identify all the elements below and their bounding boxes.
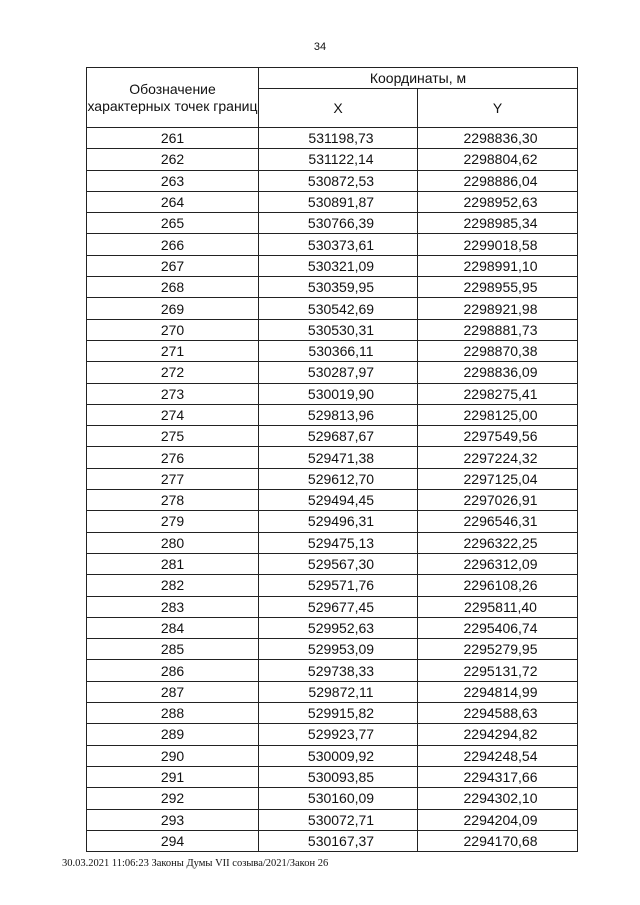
y-coordinate-cell: 2296108,26 — [418, 575, 578, 596]
table-row — [87, 426, 578, 447]
y-coordinate-cell: 2294588,63 — [418, 703, 578, 724]
table-row — [87, 149, 578, 170]
point-id-cell: 271 — [87, 340, 259, 361]
point-id-cell: 286 — [87, 660, 259, 681]
y-coordinate-cell: 2298921,98 — [418, 298, 578, 319]
point-id-cell: 265 — [87, 213, 259, 234]
y-coordinate-cell: 2294248,54 — [418, 745, 578, 766]
point-id-cell: 281 — [87, 553, 259, 574]
y-coordinate-cell: 2298870,38 — [418, 340, 578, 361]
x-coordinate-cell: 529677,45 — [259, 596, 418, 617]
table-row — [87, 532, 578, 553]
point-id-cell: 277 — [87, 468, 259, 489]
x-coordinate-cell: 530160,09 — [259, 788, 418, 809]
point-id-cell: 279 — [87, 511, 259, 532]
table-row — [87, 383, 578, 404]
header-row-top — [87, 68, 578, 89]
point-id-cell: 282 — [87, 575, 259, 596]
coordinates-header: Координаты, м — [259, 68, 578, 89]
table-body — [87, 128, 578, 852]
table-row — [87, 170, 578, 191]
table-row — [87, 234, 578, 255]
y-coordinate-cell: 2298804,62 — [418, 149, 578, 170]
y-coordinate-cell: 2298886,04 — [418, 170, 578, 191]
point-id-cell: 284 — [87, 617, 259, 638]
y-coordinate-cell: 2298836,09 — [418, 362, 578, 383]
point-id-cell: 266 — [87, 234, 259, 255]
y-coordinate-cell: 2296322,25 — [418, 532, 578, 553]
y-axis-header: Y — [418, 89, 578, 128]
y-coordinate-cell: 2294814,99 — [418, 681, 578, 702]
point-id-cell: 292 — [87, 788, 259, 809]
table-row — [87, 681, 578, 702]
table-row — [87, 788, 578, 809]
point-id-cell: 280 — [87, 532, 259, 553]
x-coordinate-cell: 530093,85 — [259, 766, 418, 787]
x-coordinate-cell: 529687,67 — [259, 426, 418, 447]
x-coordinate-cell: 529952,63 — [259, 617, 418, 638]
table-row — [87, 319, 578, 340]
table-row — [87, 660, 578, 681]
y-coordinate-cell: 2297026,91 — [418, 490, 578, 511]
table-row — [87, 766, 578, 787]
y-coordinate-cell: 2297224,32 — [418, 447, 578, 468]
point-id-cell: 288 — [87, 703, 259, 724]
x-coordinate-cell: 529475,13 — [259, 532, 418, 553]
table-row — [87, 511, 578, 532]
x-coordinate-cell: 530366,11 — [259, 340, 418, 361]
table-row — [87, 724, 578, 745]
x-coordinate-cell: 529813,96 — [259, 404, 418, 425]
point-id-cell: 289 — [87, 724, 259, 745]
y-coordinate-cell: 2294317,66 — [418, 766, 578, 787]
point-id-cell: 275 — [87, 426, 259, 447]
x-coordinate-cell: 529567,30 — [259, 553, 418, 574]
point-designation-header: Обозначение характерных точек границ — [87, 68, 259, 128]
y-coordinate-cell: 2294302,10 — [418, 788, 578, 809]
point-id-cell: 274 — [87, 404, 259, 425]
y-coordinate-cell: 2295279,95 — [418, 639, 578, 660]
point-id-cell: 294 — [87, 830, 259, 851]
x-coordinate-cell: 529738,33 — [259, 660, 418, 681]
x-coordinate-cell: 530287,97 — [259, 362, 418, 383]
table-row — [87, 575, 578, 596]
x-coordinate-cell: 530530,31 — [259, 319, 418, 340]
table-row — [87, 404, 578, 425]
table-row — [87, 128, 578, 149]
point-id-cell: 270 — [87, 319, 259, 340]
x-coordinate-cell: 530321,09 — [259, 255, 418, 276]
point-id-cell: 283 — [87, 596, 259, 617]
table-row — [87, 490, 578, 511]
point-id-cell: 273 — [87, 383, 259, 404]
x-coordinate-cell: 530766,39 — [259, 213, 418, 234]
y-coordinate-cell: 2297549,56 — [418, 426, 578, 447]
table-row — [87, 830, 578, 851]
point-id-cell: 269 — [87, 298, 259, 319]
point-id-cell: 262 — [87, 149, 259, 170]
table-header — [87, 68, 578, 128]
x-coordinate-cell: 530072,71 — [259, 809, 418, 830]
y-coordinate-cell: 2295131,72 — [418, 660, 578, 681]
point-id-cell: 287 — [87, 681, 259, 702]
x-coordinate-cell: 530359,95 — [259, 277, 418, 298]
point-id-cell: 264 — [87, 191, 259, 212]
y-coordinate-cell: 2298991,10 — [418, 255, 578, 276]
y-coordinate-cell: 2294204,09 — [418, 809, 578, 830]
x-coordinate-cell: 530542,69 — [259, 298, 418, 319]
point-id-cell: 267 — [87, 255, 259, 276]
y-coordinate-cell: 2299018,58 — [418, 234, 578, 255]
table-row — [87, 703, 578, 724]
y-coordinate-cell: 2298125,00 — [418, 404, 578, 425]
point-id-cell: 285 — [87, 639, 259, 660]
x-coordinate-cell: 529471,38 — [259, 447, 418, 468]
point-id-cell: 268 — [87, 277, 259, 298]
x-coordinate-cell: 530891,87 — [259, 191, 418, 212]
x-coordinate-cell: 529494,45 — [259, 490, 418, 511]
coordinates-table — [86, 67, 578, 852]
point-id-cell: 272 — [87, 362, 259, 383]
x-axis-header: X — [259, 89, 418, 128]
table-row — [87, 596, 578, 617]
y-coordinate-cell: 2298952,63 — [418, 191, 578, 212]
x-coordinate-cell: 531122,14 — [259, 149, 418, 170]
y-coordinate-cell: 2295406,74 — [418, 617, 578, 638]
point-id-cell: 276 — [87, 447, 259, 468]
y-coordinate-cell: 2298955,95 — [418, 277, 578, 298]
table-row — [87, 277, 578, 298]
x-coordinate-cell: 529571,76 — [259, 575, 418, 596]
x-coordinate-cell: 530872,53 — [259, 170, 418, 191]
y-coordinate-cell: 2297125,04 — [418, 468, 578, 489]
y-coordinate-cell: 2296312,09 — [418, 553, 578, 574]
x-coordinate-cell: 530019,90 — [259, 383, 418, 404]
table-row — [87, 809, 578, 830]
x-coordinate-cell: 529872,11 — [259, 681, 418, 702]
table-row — [87, 255, 578, 276]
y-coordinate-cell: 2294170,68 — [418, 830, 578, 851]
x-coordinate-cell: 529612,70 — [259, 468, 418, 489]
point-id-cell: 263 — [87, 170, 259, 191]
y-coordinate-cell: 2296546,31 — [418, 511, 578, 532]
x-coordinate-cell: 529496,31 — [259, 511, 418, 532]
table-row — [87, 191, 578, 212]
y-coordinate-cell: 2295811,40 — [418, 596, 578, 617]
table-row — [87, 213, 578, 234]
y-coordinate-cell: 2298985,34 — [418, 213, 578, 234]
point-id-cell: 290 — [87, 745, 259, 766]
y-coordinate-cell: 2298836,30 — [418, 128, 578, 149]
x-coordinate-cell: 529915,82 — [259, 703, 418, 724]
table-row — [87, 447, 578, 468]
table-row — [87, 617, 578, 638]
x-coordinate-cell: 530009,92 — [259, 745, 418, 766]
x-coordinate-cell: 529923,77 — [259, 724, 418, 745]
x-coordinate-cell: 529953,09 — [259, 639, 418, 660]
table-row — [87, 553, 578, 574]
y-coordinate-cell: 2298275,41 — [418, 383, 578, 404]
x-coordinate-cell: 530167,37 — [259, 830, 418, 851]
table-row — [87, 340, 578, 361]
y-coordinate-cell: 2298881,73 — [418, 319, 578, 340]
table-row — [87, 745, 578, 766]
table-row — [87, 468, 578, 489]
x-coordinate-cell: 531198,73 — [259, 128, 418, 149]
table-row — [87, 639, 578, 660]
point-id-cell: 293 — [87, 809, 259, 830]
x-coordinate-cell: 530373,61 — [259, 234, 418, 255]
table-row — [87, 298, 578, 319]
page-number: 34 — [313, 41, 327, 53]
y-coordinate-cell: 2294294,82 — [418, 724, 578, 745]
point-id-cell: 278 — [87, 490, 259, 511]
point-id-cell: 291 — [87, 766, 259, 787]
document-footer: 30.03.2021 11:06:23 Законы Думы VII созыва/2021/Закон 26 — [62, 858, 329, 869]
point-id-cell: 261 — [87, 128, 259, 149]
table-row — [87, 362, 578, 383]
